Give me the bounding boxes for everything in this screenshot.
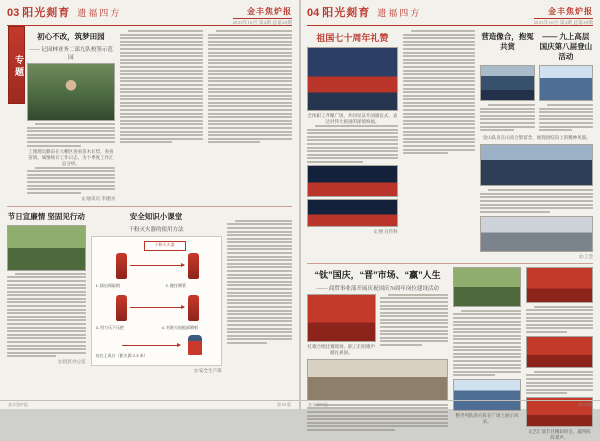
article3-byline: 文/安全生产部 [193, 367, 222, 373]
col6-right-text-1 [526, 306, 593, 333]
column-2-left [120, 30, 204, 202]
footer-left-page: 第 03 版 [277, 402, 291, 407]
diagram-arrow-2 [130, 307, 184, 308]
diagram-arrow-1 [130, 265, 184, 266]
column-2-right [403, 30, 476, 260]
publication-date-right: 2023年10月 第4期 总第28期 [533, 20, 593, 25]
publication-date-left: 2023年10月 第4期 总第28期 [232, 20, 292, 25]
column-4-right [307, 267, 448, 441]
photo-outdoor-activity [453, 267, 520, 307]
masthead-title-right: 阳光剡育 [322, 7, 371, 19]
top-right-col-a [480, 30, 534, 65]
mid-headline-right: “钛”国庆，“晋”市场、“赢”人生 [314, 269, 441, 280]
top-block-left [27, 30, 292, 202]
diagram-arrow-3 [122, 345, 180, 346]
footer-right-text: 金丰焦炉报 [308, 402, 328, 407]
article2-headline: 节日宣廉情 坚固见行动 [7, 211, 85, 221]
col2-text-1 [120, 30, 204, 143]
top-right-col-b [539, 30, 593, 65]
lead-photo-caption-right: 全体职工齐聚广场，共同见证升国旗仪式，表达对伟大祖国的深情祝福。 [307, 113, 398, 124]
diagram-person-figure [188, 335, 202, 355]
column-1-left [27, 30, 115, 202]
footer-right [300, 400, 600, 409]
photo-caption-hiking: 登山队员在山顶合影留念，展现团结向上的精神风貌。 [482, 135, 591, 141]
section-divider-right [307, 263, 593, 264]
footer-right-page: 第 04 版 [578, 402, 592, 407]
folio-number-left: 03 [7, 7, 20, 19]
col2-right-text [403, 30, 476, 154]
folio-number-right: 04 [307, 7, 320, 19]
page-gutter [299, 0, 301, 409]
top-right-photo-col-a [480, 65, 534, 133]
page-right [300, 0, 600, 441]
article2-photo [7, 225, 86, 271]
column-5-right [453, 267, 520, 441]
lead-subheadline-left: —— 记园林业务二部九队校签示范园 [28, 47, 113, 61]
publication-logo-left: 金丰焦炉报 [233, 6, 292, 19]
extinguisher-icon-2 [188, 253, 199, 279]
photo-ceremony [480, 216, 593, 252]
top-right-text-c [480, 189, 593, 213]
masthead-title-left: 阳光剡育 [22, 7, 71, 19]
footer-left-text: 金丰焦炉报 [8, 402, 28, 407]
top-right-headline-1: 营造像合，抱冤共赏 [481, 32, 534, 51]
mid-text-b [380, 294, 449, 346]
col6-text [227, 220, 292, 344]
masthead-subtitle-left: 遗福四方 [77, 8, 122, 18]
top-right-headline-2: —— 九上高层国庆第八届登山活动 [539, 32, 593, 61]
mid-caption-a: 红歌合唱比赛现场，职工们用歌声献礼祖国。 [307, 343, 376, 355]
masthead-subtitle-right: 遗福四方 [377, 8, 422, 18]
top-right-byline: 文/工会 [578, 253, 593, 259]
lead-headline-right: 祖国七十周年礼赞 [316, 33, 389, 43]
photo-performance-1 [526, 267, 593, 303]
lead-photo-portrait [27, 63, 115, 121]
masthead-left-group [7, 6, 121, 19]
diagram-step-3-label: 3. 用力压下压把 [95, 324, 125, 330]
col6-right-caption: 文艺汇演节目精彩纷呈，赢得阵阵掌声。 [527, 429, 591, 441]
bottom-block-left [7, 210, 292, 374]
column-3-left [208, 30, 292, 202]
photo-hiking [539, 65, 593, 101]
column-6-left [227, 210, 292, 374]
mid-photo-col-a [307, 294, 376, 356]
lead-photo-caption: 工图理员勤奋在大棚区查看苗木长势，查看苗情、墒情统计工作日志，为下季度工作汇总分析。 [28, 148, 114, 166]
top-right-text-a [480, 104, 534, 131]
lead-photo-night-2 [307, 199, 398, 227]
photo-meeting [307, 359, 448, 401]
masthead-right [307, 6, 593, 26]
lead-byline-right: 文/图 宣传科 [372, 228, 398, 234]
column-3-right [480, 30, 593, 260]
masthead-right-group-right [534, 6, 593, 26]
section-divider-left [7, 206, 292, 207]
lead-photo-night [307, 165, 398, 197]
lead-photo-flag [307, 47, 398, 111]
page-left [0, 0, 300, 409]
diagram-step-2-label: 2. 握住喷管 [165, 282, 187, 288]
publication-logo-right: 金丰焦炉报 [534, 6, 593, 19]
column-5-left [91, 210, 222, 374]
extinguisher-icon-4 [188, 295, 199, 321]
article2-byline: 文/园区办公室 [57, 359, 86, 365]
masthead-left-group-right [307, 6, 421, 19]
lead-body-text-1 [27, 123, 115, 147]
diagram-note: 站在上风口（距火源 2-3 米） [95, 352, 148, 358]
article3-subheadline: 干粉灭火器的使用方法 [128, 226, 184, 233]
column-4-left [7, 210, 86, 374]
fire-extinguisher-diagram [91, 236, 222, 366]
column-1-right [307, 30, 398, 260]
col5-right-caption: 整齐列队的方阵在广场上展示风采。 [455, 413, 519, 425]
extinguisher-icon-1 [116, 253, 127, 279]
photo-assembly [480, 65, 534, 101]
photo-group-large [480, 144, 593, 186]
top-right-text-b [539, 104, 593, 131]
col3-text-1 [208, 30, 292, 143]
top-right-photo-col-b [539, 65, 593, 133]
col5-right-text-1 [453, 310, 520, 377]
diagram-step-4-label: 4. 对准火焰根部喷射 [161, 324, 199, 330]
mid-subheadline-right: —— 商贸事业部开展庆祝国庆70周年岗位建设活动 [316, 285, 439, 292]
photo-performance-2 [526, 336, 593, 368]
mid-photo-row [307, 294, 448, 356]
top-block-right [307, 30, 593, 260]
bottom-block-right [307, 267, 593, 441]
footer-left [0, 400, 299, 409]
col6-right-text-2 [526, 371, 593, 395]
diagram-step-1-label: 1. 拔出保险销 [95, 282, 121, 288]
masthead-right-group-left [233, 6, 292, 26]
top-right-photos [480, 65, 593, 133]
lead-body-right [307, 125, 398, 163]
vertical-banner-left: 专题 [8, 26, 25, 104]
masthead-left [7, 6, 292, 26]
top-right-headlines [480, 30, 593, 65]
photo-flag-display [307, 294, 376, 342]
article3-headline: 安全知识小课堂 [129, 211, 183, 221]
article2-text [7, 273, 86, 358]
lead-body-text-2 [27, 167, 115, 194]
diagram-label-top: 干粉灭火器 [144, 241, 186, 251]
lead-headline-left: 初心不改，筑梦田园 [37, 32, 105, 41]
column-6-right [526, 267, 593, 441]
mid-photo-col-b [380, 294, 449, 356]
extinguisher-icon-3 [116, 295, 127, 321]
lead-byline-left: 文/通讯员 李建国 [80, 195, 115, 201]
